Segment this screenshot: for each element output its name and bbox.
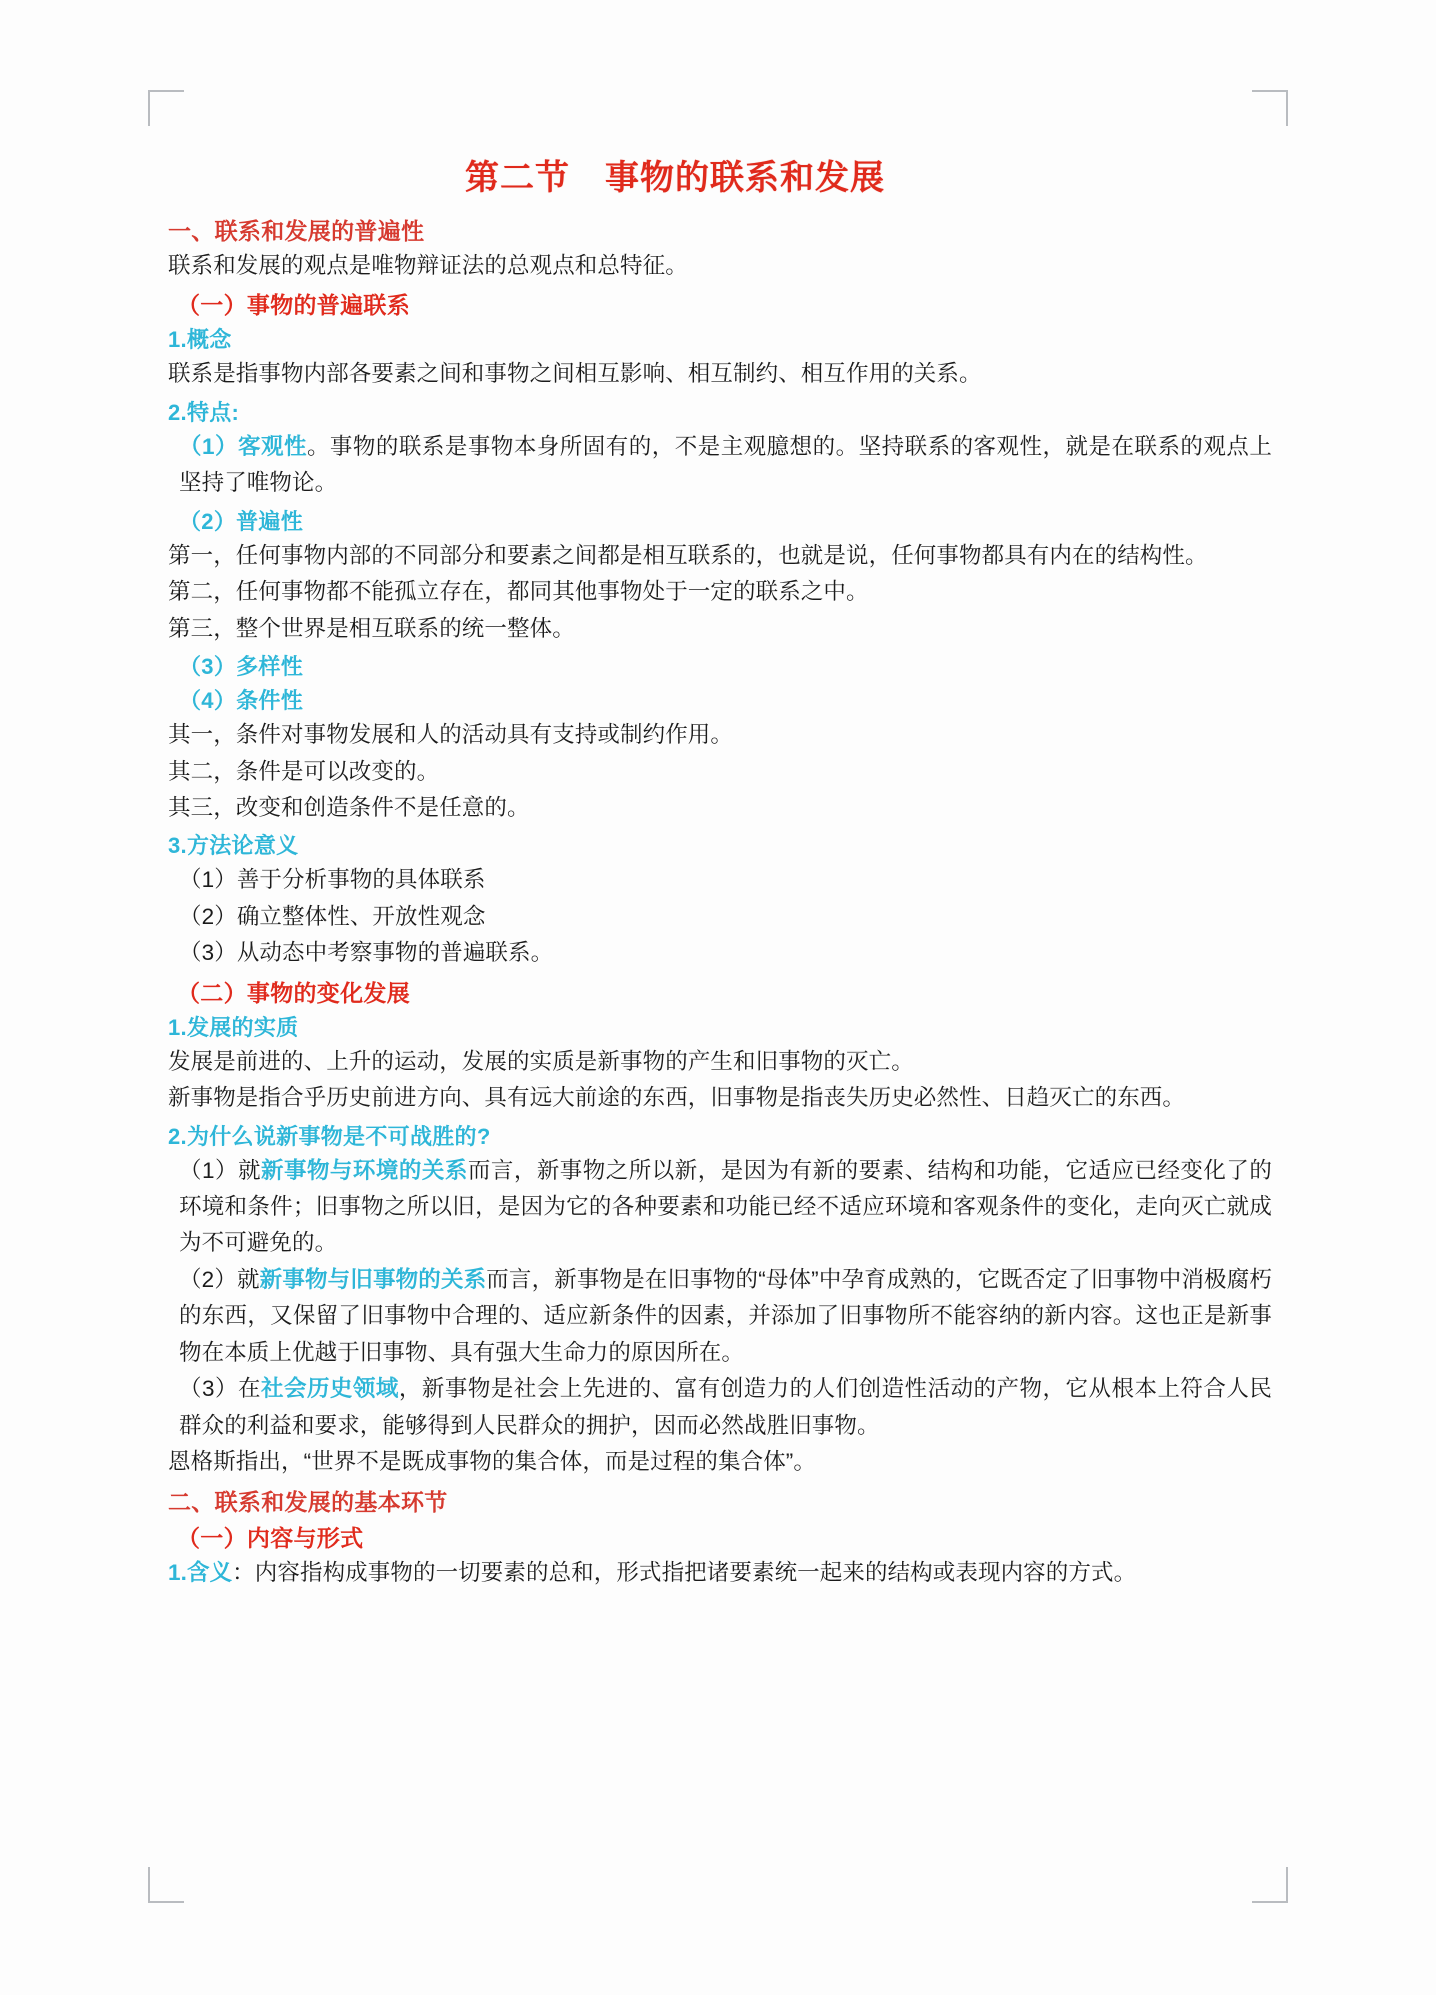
item-heading-methodology: 3.方法论意义 [168, 833, 299, 859]
characteristic-objectivity [168, 429, 1272, 502]
universality-line-two: 第二，任何事物都不能孤立存在，都同其他事物处于一定的联系之中。 [168, 579, 869, 605]
reason-one-highlight: 新事物与环境的关系 [260, 1157, 468, 1183]
reason-one [168, 1153, 1272, 1262]
item-heading-concept: 1.概念 [168, 327, 232, 353]
concept-body: 联系是指事物内部各要素之间和事物之间相互影响、相互制约、相互作用的关系。 [168, 361, 982, 387]
item-heading-characteristics: 2.特点: [168, 399, 240, 425]
item-heading-essence-of-development: 1.发展的实质 [168, 1014, 299, 1040]
development-essence-line-one: 发展是前进的、上升的运动，发展的实质是新事物的产生和旧事物的灭亡。 [168, 1048, 914, 1074]
reason-two-prefix: （2）就 [179, 1266, 260, 1292]
crop-mark-top-right [1252, 90, 1288, 126]
universality-line-three: 第三，整个世界是相互联系的统一整体。 [168, 615, 575, 641]
section-heading-two: 二、联系和发展的基本环节 [168, 1488, 448, 1515]
reason-two [168, 1262, 1272, 1371]
section-heading-one: 一、联系和发展的普遍性 [168, 218, 425, 244]
subsection-heading-one-a: （一）事物的普遍联系 [177, 292, 410, 319]
methodology-line-one: （1）善于分析事物的具体联系 [179, 867, 486, 893]
universality-line-one: 第一，任何事物内部的不同部分和要素之间都是相互联系的，也就是说，任何事物都具有内在的结构性。 [168, 542, 1208, 568]
conditionality-line-one: 其一，条件对事物发展和人的活动具有支持或制约作用。 [168, 722, 734, 748]
item-heading-why-new-things-invincible: 2.为什么说新事物是不可战胜的? [168, 1123, 491, 1149]
characteristic-universality-label: （2）普遍性 [179, 508, 304, 534]
conditionality-line-two: 其二，条件是可以改变的。 [168, 758, 440, 784]
engels-quote: 恩格斯指出，“世界不是既成事物的集合体，而是过程的集合体”。 [168, 1449, 816, 1475]
reason-one-text: 而言，新事物之所以新，是因为有新的要素、结构和功能，它适应已经变化了的环境和条件；旧事物之所以旧，是因为它的各种要素和功能已经不适应环境和客观条件的变化，走向灭亡就成为不可避免的。 [179, 1157, 1272, 1256]
meaning-paragraph [168, 1555, 1272, 1591]
reason-three-text: ，新事物是社会上先进的、富有创造力的人们创造性活动的产物，它从根本上符合人民群众的利益和要求，能够得到人民群众的拥护，因而必然战胜旧事物。 [179, 1376, 1272, 1438]
document-content [168, 150, 1272, 1591]
crop-mark-bottom-right [1252, 1867, 1288, 1903]
subsection-heading-two-a: （一）内容与形式 [177, 1524, 364, 1551]
development-essence-line-two: 新事物是指合乎历史前进方向、具有远大前途的东西，旧事物是指丧失历史必然性、日趋灭亡的东西。 [168, 1085, 1186, 1111]
reason-two-highlight: 新事物与旧事物的关系 [259, 1266, 487, 1292]
reason-one-prefix: （1）就 [179, 1157, 261, 1183]
subsection-heading-one-b: （二）事物的变化发展 [177, 979, 410, 1006]
meaning-text: ：内容指构成事物的一切要素的总和，形式指把诸要素统一起来的结构或表现内容的方式。 [232, 1559, 1137, 1585]
reason-two-text: 而言，新事物是在旧事物的“母体”中孕育成熟的，它既否定了旧事物中消极腐朽的东西，又保留了旧事物中合理的、适应新条件的因素，并添加了旧事物所不能容纳的新内容。这也正是新事物在本质上优越于旧事物、具有强大生命力的原因所在。 [179, 1266, 1272, 1365]
methodology-line-two: （2）确立整体性、开放性观念 [179, 903, 486, 929]
reason-three-highlight: 社会历史领域 [260, 1376, 399, 1402]
reason-three-prefix: （3）在 [179, 1376, 261, 1402]
page-title: 第二节 事物的联系和发展 [465, 159, 885, 197]
characteristic-diversity-label: （3）多样性 [179, 654, 304, 680]
crop-mark-top-left [148, 90, 184, 126]
section-one-intro: 联系和发展的观点是唯物辩证法的总观点和总特征。 [168, 253, 688, 278]
characteristic-objectivity-label: （1）客观性 [179, 433, 307, 459]
characteristic-conditionality-label: （4）条件性 [179, 688, 304, 714]
conditionality-line-three: 其三，改变和创造条件不是任意的。 [168, 794, 530, 820]
meaning-label: 1.含义 [168, 1559, 233, 1585]
characteristic-objectivity-text: 。事物的联系是事物本身所固有的，不是主观臆想的。坚持联系的客观性，就是在联系的观点上坚持了唯物论。 [179, 433, 1272, 496]
reason-three [168, 1371, 1272, 1444]
crop-mark-bottom-left [148, 1867, 184, 1903]
methodology-line-three: （3）从动态中考察事物的普遍联系。 [179, 940, 554, 966]
